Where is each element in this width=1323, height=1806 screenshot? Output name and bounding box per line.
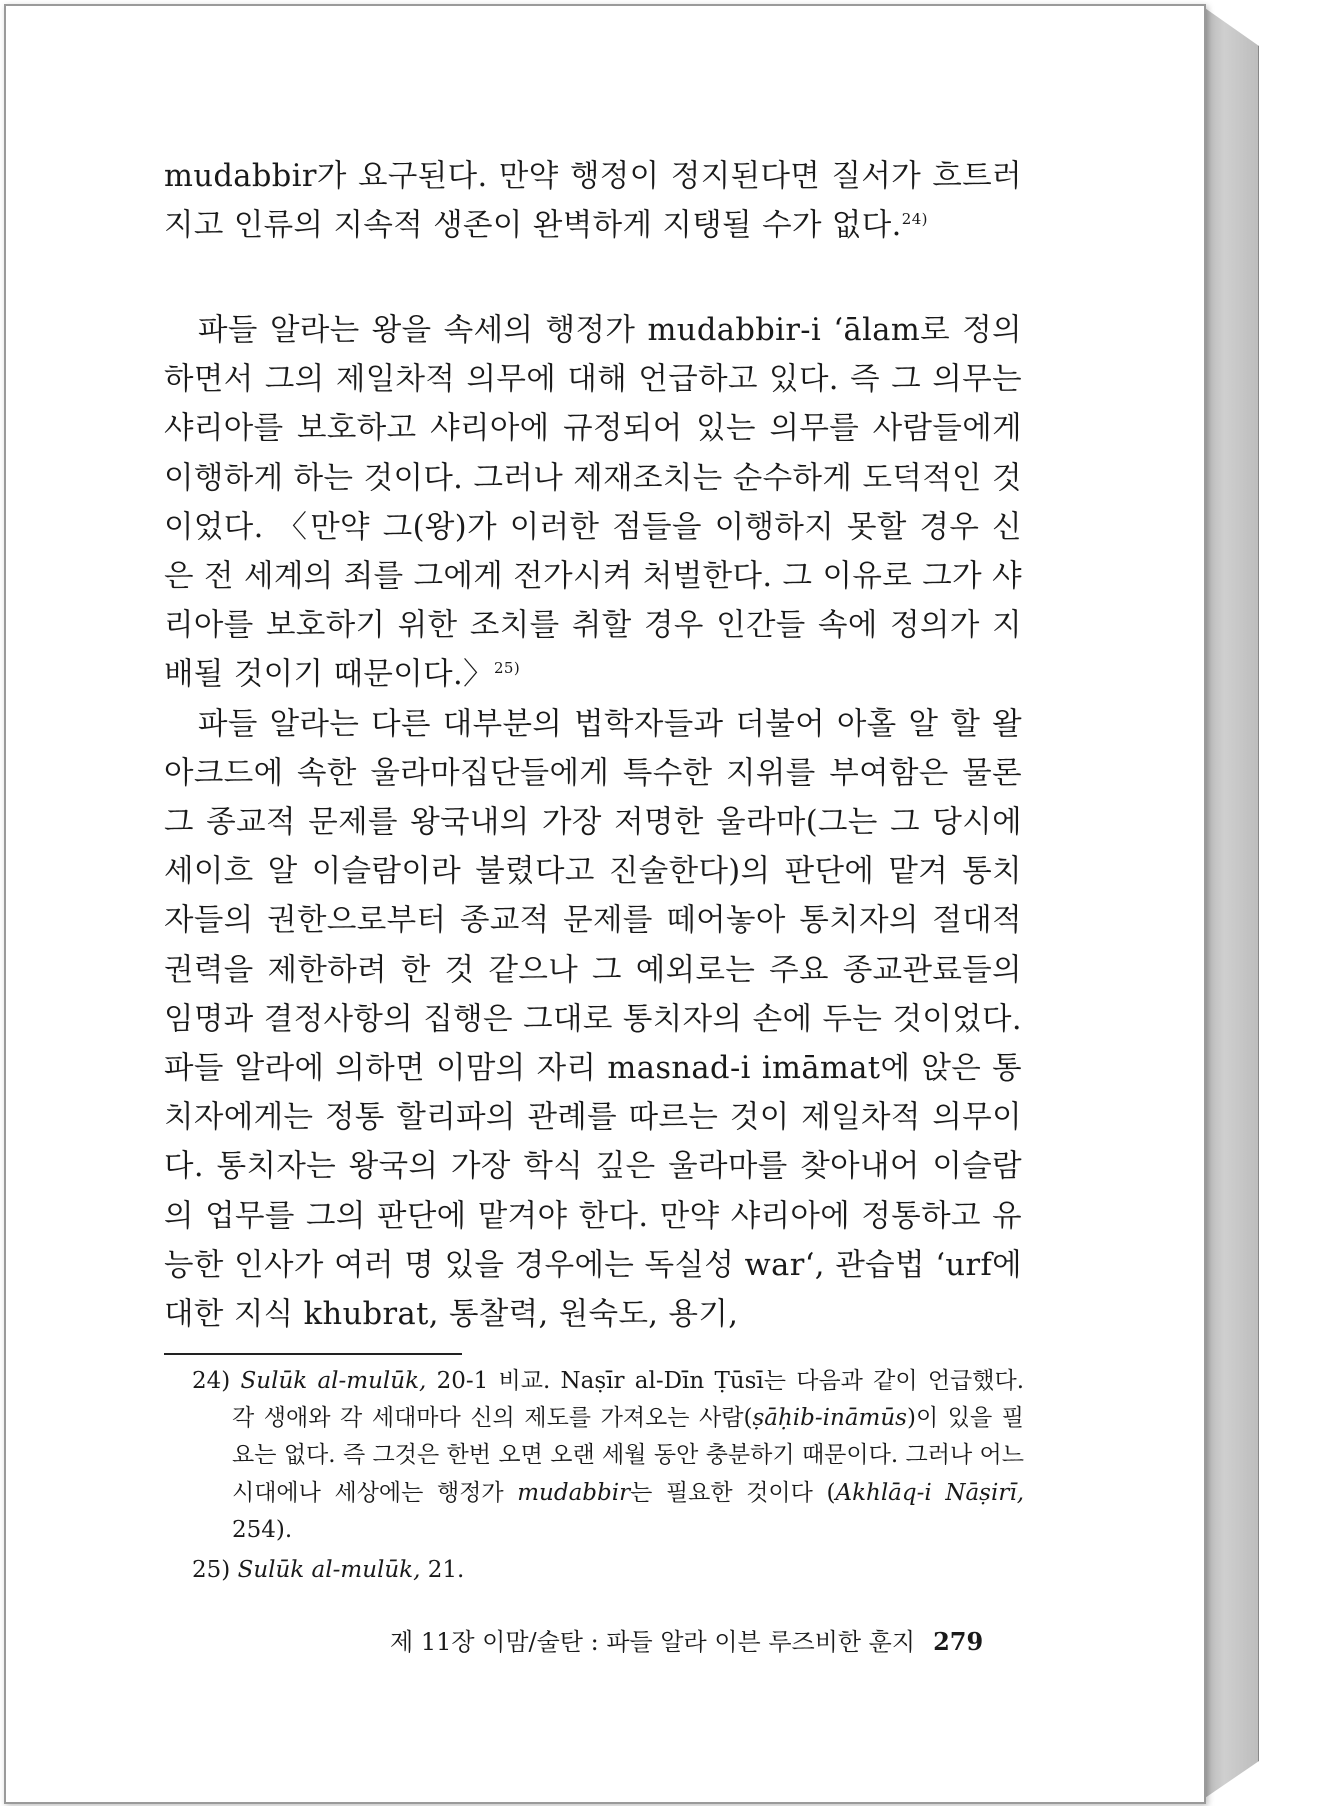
paragraph-2: 파들 알라는 다른 대부분의 법학자들과 더불어 아홀 알 할 왈 아크드에 속한 울라마집단들에게 특수한 지위를 부여함은 물론 그 종교적 문제를 왕국내의 가장 저명한 울라마(그는 그 당시에 세이흐 알 이슬람이라 불렸다고 진술한다)의 판단에 맡겨 통치자들의 권한으로부터 종교적 문제를 떼어놓아 통치자의 절대적 권력을 제한하려 한 것 같으나 그 예외로는 주요 종교관료들의 임명과 결정사항의 집행은 그대로 통치자의 손에 두는 것이었다. 파들 알라에 의하면 이맘의 자리 masnad-i imāmat에 앉은 통치자에게는 정통 할리파의 관례를 따르는 것이 제일차적 의무이다. 통치자는 왕국의 가장 학식 깊은 울라마를 찾아내어 이슬람의 업무를 그의 판단에 맡겨야 한다. 만약 샤리아에 정통하고 유능한 인사가 여러 명 있을 경우에는 독실성 war‘, 관습법 ‘urf에 대한 지식 khubrat, 통찰력, 원숙도, 용기, [164,706,1022,1333]
page-footer [390,1626,1030,1658]
footnote-24 [192,1363,1024,1549]
footnotes [192,1363,1024,1589]
running-head: 제 11장 이맘/술탄 : 파들 알라 이븐 루즈비한 훈지 [390,1628,916,1656]
continuation-sentence: mudabbir가 요구된다. 만약 행정이 정지된다면 질서가 흐트러지고 인류의 지속적 생존이 완벽하게 지탱될 수가 없다. [164,159,1022,244]
term-italic: ṣāḥib-ināmūs [752,1405,907,1432]
paragraph-1 [164,306,1022,700]
footnote-ref-24: 24) [901,210,928,229]
footnote-text: )이 있을 필요는 없다. 즉 그것은 한번 오면 오랜 세월 동안 충분하기 때문이다. 그러나 어느 시대에나 세상에는 행정가 [232,1405,1024,1506]
source-title: Sulūk al-mulūk, [237,1557,421,1584]
term-italic: mudabbir [517,1479,631,1506]
footnote-ref-25: 25) [493,659,521,678]
continuation-text [164,152,1022,250]
footnote-divider [164,1353,462,1355]
page-stack-edge [1202,6,1259,1800]
continuation-paragraph [164,152,1022,250]
source-title: Akhlāq-i Nāṣirī, [835,1479,1025,1506]
footnote-text: 20-1 비교. Naṣīr al-Dīn Ṭūsī는 다음과 같이 언급했다. 각 생애와 각 세대마다 신의 제도를 가져오는 사람( [232,1368,1025,1432]
source-title: Sulūk al-mulūk, [240,1368,427,1394]
footnote-text: 254). [232,1516,293,1543]
paragraph-1-text: 파들 알라는 왕을 속세의 행정가 mudabbir-i ‘ālam로 정의하면서 그의 제일차적 의무에 대해 언급하고 있다. 즉 그 의무는 샤리아를 보호하고 샤리아에 규정되어 있는 의무를 사람들에게 이행하게 하는 것이다. 그러나 제재조치는 순수하게 도덕적인 것이었다. 〈만약 그(왕)가 이러한 점들을 이행하지 못할 경우 신은 전 세계의 죄를 그에게 전가시켜 처벌한다. 그 이유로 그가 샤리아를 보호하기 위한 조치를 취할 경우 인간들 속에 정의가 지배될 것이기 때문이다.〉 [164,313,1022,693]
main-text [164,306,1022,1339]
footnote-text: 는 필요한 것이다 ( [630,1479,836,1506]
footnote-25 [192,1552,1024,1589]
page-number: 279 [933,1627,984,1656]
footnote-text: 21. [420,1557,465,1584]
footnote-number: 24) [192,1368,231,1394]
footnote-number: 25) [192,1557,231,1584]
